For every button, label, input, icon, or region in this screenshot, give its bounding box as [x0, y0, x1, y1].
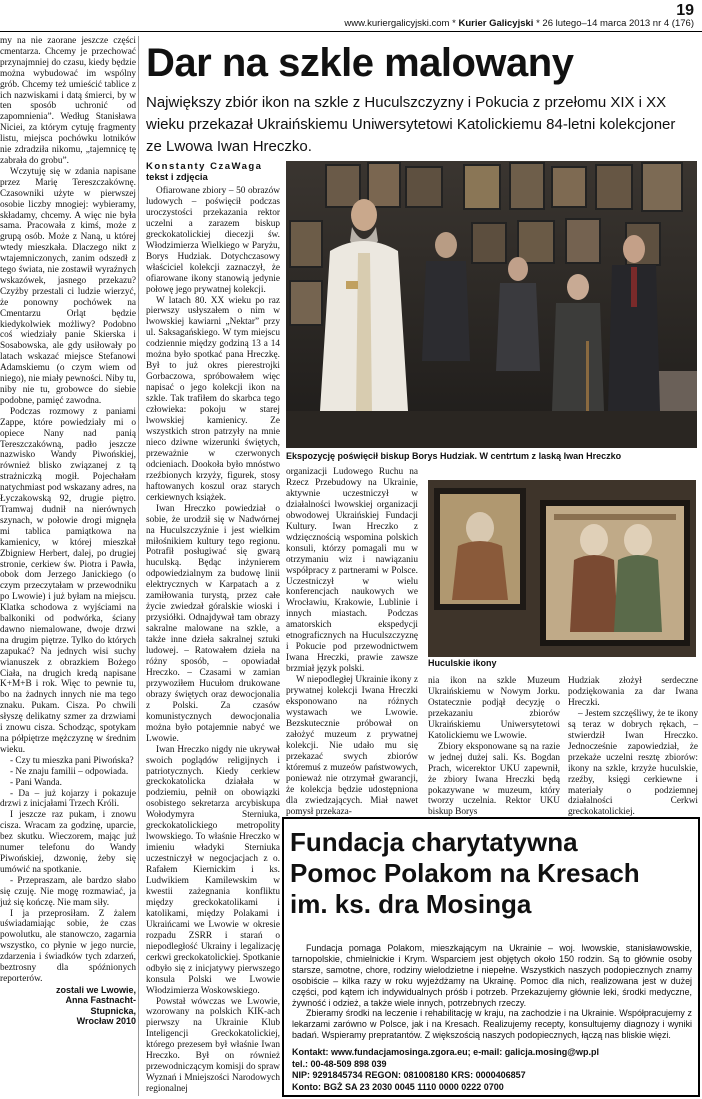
article-paragraph: Zbiory eksponowane są na razie w jednej dużej sali. Ks. Bogdan Prach, wicerektor UKU zapewnił, że zbiory Iwana Hreczki będą pokazywane w muzeum, który tworzy uczelnia. Rektor UKU biskup Borys: [428, 741, 560, 818]
article-headline: Dar na szkle malowany: [146, 41, 574, 85]
signature-line: Anna Fastnacht-: [65, 995, 136, 1006]
masthead-paper: Kurier Galicyjski: [458, 18, 534, 29]
page-number: 19: [676, 2, 694, 19]
icons-photo-caption: Huculskie ikony: [428, 658, 497, 668]
left-paragraph: Podczas rozmowy z paniami Zappe, które powiedziały mi o opiece Nany nad panią Tereszczakówną, padło jeszcze nazwisko Wandy Piwońskiej, również blisko związanej z tą strażniczką mogił. Pojechałam natychmiast pod wskazany adres, na Łyczakowską 92, drugie piętro. Tramwaj dudnił na nierównych szynach, w połowie drogi mignęła mi tablica pamiątkowa na kamienicy, w której mieszkał Zbigniew Herbert, dalej, po drugiej stronie, cerkiew św. Piotra i Pawła, obok dom Jerzego Janickiego (o czym przeczytałam w przewodniku po Lwowie) i już byłam na miejscu. Klatka schodowa z wyjściami na balkoniki od podwórka, ściany dawno niemalowane, dwoje drzwi na drugim piętrze. Tylko do których zapukać? Na jednych wisi suchy wianuszek z obrazkiem Bożego Ciała, na drugich kredą napisane K+M+B i rok. Więc to pewnie tu, bo na żadnych innych nie ma tego znaku. Pukam. Cisza. Po chwili słyszę delikatny szmer za drzwiami i znowu cisza. Schodząc, spotykam na półpiętrze mężczyznę w średnim wieku.: [0, 406, 136, 755]
header-rule: [0, 31, 702, 32]
article-column-3: [428, 676, 560, 818]
fundacja-contact: [292, 1047, 692, 1093]
article-paragraph: Powstał wówczas we Lwowie, wzorowany na polskich KIK-ach pierwszy na Ukrainie Klub Inteligencji Greckokatolickiej, którego prezesem był właśnie Iwan Hreczko. Był on również przewodniczącym komisji do spraw Wyznań i Mniejszości Narodowych regionalnej: [146, 996, 280, 1095]
signature-line: Wrocław 2010: [76, 1016, 136, 1027]
article-paragraph: – Jestem szczęśliwy, że te ikony są teraz w dobrych rękach, – stwierdził Iwan Hreczko. Jednocześnie zapowiedział, że przekaże uczelni resztę zbiorów: ikony na szkle, krzyże huculskie, rzeźby, księgi cerkiewne i materiały o podziemnej działalności Cerkwi greckokatolickiej.: [568, 708, 698, 818]
left-column: [0, 36, 136, 1096]
signature-line: zostali we Lwowie,: [55, 984, 136, 995]
left-paragraph: - Ne znaju familii – odpowiada.: [10, 766, 129, 777]
left-paragraph: - Da – już kojarzy i pokazuje drzwi z inicjałami Trzech Króli.: [0, 788, 136, 810]
article-paragraph: W latach 80. XX wieku po raz pierwszy usłyszałem o nim w lwowskiej kawiarni „Nektar” przy ul. Saksagańskiego. W tym miejscu codziennie między godziną 13 a 14 można było spotkać pana Hreczkę. Był to już okres pierestrojki Gorbaczowa, spróbowałem więc napisać o jego kolekcji ikon na szkle. Tak trafiłem do skarbca tego człowieka: pokoju w starej lwowskiej kamienicy. Ze wszystkich stron patrzyły na mnie nieco dziwne wizerunki świętych, przeważnie w czerwonych odcieniach. Dookoła było mnóstwo rzeźbionych krzyży, figurek, stosy haftowanych koszul oraz starych cerkiewnych książek.: [146, 295, 280, 503]
column-divider: [138, 36, 139, 1096]
contact-line[interactable]: Kontakt: www.fundacjamosinga.zgora.eu; e-mail: galicja.mosing@wp.pl: [292, 1047, 599, 1057]
fundacja-paragraph: Zbieramy środki na leczenie i rehabilitację w kraju, na zachodzie i na Ukrainie. Współpracujemy z lekarzami zarówno w Polsce, jak i na Kresach. Realizujemy recepty, konsultujemy diagnozy i wyniki badań. Wspieramy prepratantów. Z większością naszych podopiecznych, łączą nas bliskie więzi.: [292, 1008, 692, 1041]
ceremony-photo-image: [286, 161, 697, 448]
article-paragraph: W niepodległej Ukrainie ikony z prywatnej kolekcji Iwana Hreczki eksponowano na różnych wystawach we Lwowie. Bezskutecznie próbował on założyć muzeum z prywatnej kolekcji. Nie udało mu się przekazać swych zbiorów któremuś z muzeów państwowych, ponieważ nie otrzymał gwarancji, że kolekcja będzie udostępniona dla zwiedzających. Miał nawet pomysł przekaza-: [286, 675, 418, 817]
left-paragraph: I ja przeprosiłam. Z żalem uświadamiając sobie, że czas powolutku, ale stanowczo, zagarnia wszystko, co płynie w jego nurcie, zdarzenia i świadków tych zdarzeń, beztrosny dla spóźnionych reporterów.: [0, 908, 136, 984]
byline-author: Konstanty CzaWaga: [146, 161, 263, 172]
masthead-site[interactable]: www.kuriergalicyjski.com: [344, 18, 450, 29]
icons-photo-image: [428, 480, 696, 657]
ceremony-photo-caption: Ekspozycję poświęcił biskup Borys Hudziak. W centrtum z laską Iwan Hreczko: [286, 451, 622, 461]
article-column-2: [286, 467, 418, 817]
article-paragraph: Hudziak złożył serdeczne podziękowania za dar Iwana Hreczki.: [568, 676, 698, 708]
left-paragraph: Wczytuję się w zdania napisane przez Marię Tereszczakównę. Czasowniki użyte w pierwszej osobie liczby mnogiej: wybieramy, składamy, chcemy. A więc nie była sama. Pracowała z kimś, może z grupą osób. Może z Naną, u której wtedy mieszkała. Dlaczego nikt z wtajemniczonych, zanim odszedł z tego świata, nie zostawił wyraźnych wskazówek, jasnego przekazu? Czyżby przestali ci ludzie wierzyć, że ponowny pochówek na Cmentarzu Orląt będzie kiedykolwiek możliwy? Podobno coś wiedziały panie Skierska i Sosabowska, ale gdy usiłowały po latach wskazać miejsce Stefanowi Adamskiemu (o czym wiem od niego), nie miały pewności. Niby tu, niby nie tu, grobowce do siebie podobne, pamięć zawodna.: [0, 166, 136, 406]
article-paragraph: nia ikon na szkle Muzeum Ukraińskiemu w Nowym Jorku. Ostatecznie podjął decyzję o przekazaniu zbiorów Ukraińskiemu Uniwersytetowi Katolickiemu we Lwowie.: [428, 676, 560, 741]
article-paragraph: Iwan Hreczko nigdy nie ukrywał swoich poglądów religijnych i patriotycznych. Kiedy cerkiew greckokatolicka działała w podziemiu, pełnił on obowiązki osobistego sekretarza arcybiskupa Wołodymyra Sterniuka, greckokatolickiego metropolity lwowskiego. To właśnie Hreczko w imieniu władyki Sterniuka uczestniczył w negocjacjach z o. Rafałem Kiernickim i ks. Ludwikiem Kamilewskim w kwestii zażegnania konfliktu między greckokatolikami i katolikami, między Polakami i Ukraińcami we Lwowie w okresie rozpadu ZSRR i starań o niepodległość Ukrainy i legalizację cerkwi greckokatolickiej. Spotkanie odbyło się z inicjatywy pierwszego konsula Polski we Lwowie Włodzimierza Woskowskiego.: [146, 744, 280, 996]
left-paragraph: - Przepraszam, ale bardzo słabo się czuję. Nie mogę rozmawiać, ja już się kończę. Nie mam siły.: [0, 875, 136, 908]
icons-photo: [428, 480, 696, 657]
ceremony-photo: [286, 161, 697, 448]
masthead: www.kuriergalicyjski.com * Kurier Galicyjski * 26 lutego–14 marca 2013 nr 4 (176): [344, 18, 694, 29]
fundacja-title-line: Fundacja charytatywna: [290, 827, 578, 857]
fundacja-title: [290, 827, 640, 920]
article-lead: Największy zbiór ikon na szkle z Huculszczyzny i Pokucia z przełomu XIX i XX wieku przekazał Ukraińskiemu Uniwersytetowi Katolickiemu 84-letni kolekcjoner ze Lwowa Iwan Hreczko.: [146, 94, 676, 155]
byline-credit: tekst i zdjęcia: [146, 172, 208, 183]
fundacja-body: [292, 943, 692, 1041]
article-column-1: [146, 186, 280, 1096]
contact-line: Konto: BGŻ SA 23 2030 0045 1110 0000 0222 0700: [292, 1081, 504, 1092]
byline: [146, 161, 262, 183]
fundacja-title-line: Pomoc Polakom na Kresach: [290, 858, 640, 888]
article-paragraph: Ofiarowane zbiory – 50 obrazów ludowych – poświęcił podczas uroczystości przekazania rektor uczelni a zarazem biskup greckokatolickiej diecezji św. Włodzimierza Wielkiego w Paryżu, Borys Hudziak. Dotychczasowy właściciel kolekcji zaznaczył, że ofiarowane ikony stanowią jedynie połowę jego prywatnej kolekcji.: [146, 186, 280, 295]
fundacja-title-line: im. ks. dra Mosinga: [290, 889, 532, 919]
left-paragraph: - Pani Wanda.: [10, 777, 63, 788]
left-paragraph: my na nie zaorane jeszcze części cmentarza. Chcemy je przechować przynajmniej do czasu, kiedy będzie można wybudować im wspólny grób. Chcemy też umieścić tablice z ich nazwiskami i datą śmierci, by w ten sposób uchronić od zapomnienia”. Według Stanisława Niciei, za którym cytuję fragmenty listu, miejsca pochówku lotników nie zdradziła nikomu, „tajemnicę tę zabrała do grobu”.: [0, 36, 136, 166]
contact-line: NIP: 9291845734 REGON: 081008180 KRS: 0000406857: [292, 1070, 526, 1080]
left-paragraph: - Czy tu mieszka pani Piwońska?: [10, 755, 134, 766]
fundacja-box: [282, 817, 700, 1097]
article-paragraph: Iwan Hreczko powiedział o sobie, że urodził się w Nadwórnej na Huculszczyźnie i jest wielkim miłośnikiem kultury tego regionu. Potrafił posługiwać się gwarą huculską. Będąc inżynierem odpowiedzialnym za budowę linii elektrycznych w Karpatach a z zamiłowania turystą, przez całe życie zwiedzał góralskie wioski i przysiółki. Odnajdywał tam obrazy sakralne malowane na szkle, a także inne dzieła sakralnej sztuki ludowej. – Ratowałem dzieła na różny sposób, – opowiadał Hreczko. – Czasami w zamian przywoziłem Hucułom drukowane obrazy świętych oraz dewocjonalia z Polski. Za czasów komunistycznych dewocjonalia można było potajemnie nabyć we Lwowie.: [146, 503, 280, 744]
signature-line: Stupnicka,: [90, 1005, 136, 1016]
fundacja-paragraph: Fundacja pomaga Polakom, mieszkającym na Ukrainie – woj. lwowskie, stanisławowskie, tarnopolskie, chmielnickie i Krym. Wsparciem jest objętych około 150 rodzin. Są to głównie osoby starsze, samotne, chore, rodziny wielodzietne i niepełne. Wszystkich naszych podopiecznych znamy osobiście – kilka razy w roku wyjeżdżamy na Ukrainę. Pomoc dla nich, realizowana jest w dużej części, pod kątem ich indywidualnych próśb i potrzeb. Przekazujemy głównie leki, środki medyczne, żywność i odzież, a także wiele innych, potrzebnych rzeczy.: [292, 943, 692, 1008]
article-paragraph: organizacji Ludowego Ruchu na Rzecz Przebudowy na Ukrainie, aktywnie uczestniczył w działalności lwowskiej organizacji obwodowej Ukraińskiej Fundacji Kultury. Iwan Hreczko z wdzięcznością wspomina polskich konsuli, którzy pomagali mu w otrzymaniu wiz i nawiązaniu współpracy z partnerami w Polsce. Uczestniczył w wielu konferencjach naukowych we Wrocławiu, Krakowie, Lublinie i innych miastach. Podczas amatorskich ekspedycji etnograficznych na Huculszczyznę i Pokucie pod przewodnictwem Iwana Hreczki, prawie zawsze brzmiał język polski.: [286, 467, 418, 675]
left-paragraph: I jeszcze raz pukam, i znowu cisza. Wracam za godzinę, uparcie, bez skutku. Wieczorem, mając już numer telefonu do Wandy Piwońskiej, dzwonię, żeby się umówić na spotkanie.: [0, 810, 136, 875]
contact-line: tel.: 00-48-509 898 039: [292, 1058, 387, 1069]
article-column-4: [568, 676, 698, 818]
masthead-issue: * 26 lutego–14 marca 2013 nr 4 (176): [533, 18, 694, 29]
